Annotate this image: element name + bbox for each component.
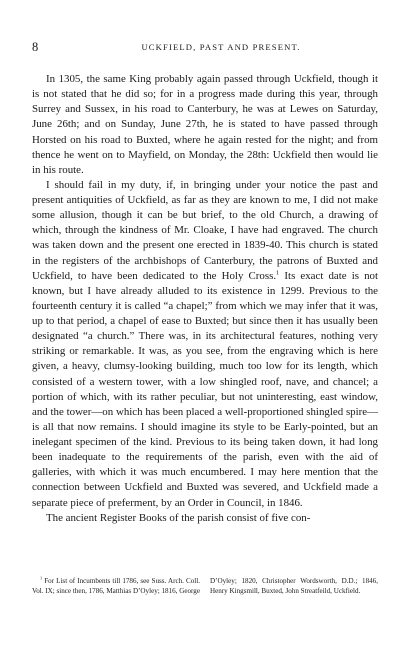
footnote-left-text: For List of Incumbents till 1786, see Suss. Arch. Coll. Vol. IX; since then, 1786, Matthias D’Oyley; 1816, George: [32, 577, 200, 596]
paragraph-2-text: I should fail in my duty, if, in bringing under your notice the past and present antiquities of Uckfield, as far as they are known to me, I did not make some allusion, though it can be but brief, to the old Church, a drawing of which, through the kindness of Mr. Cloake, I have had engraved. The church was taken down and the present one erected in 1839-40. This church is stated in the registers of the archbishops of Canterbury, the patrons of Buxted and Uckfield, to have been dedicated to the Holy Cross.: [32, 178, 378, 282]
footnote-left-column: [32, 576, 200, 597]
footnotes: [32, 576, 378, 597]
body-text: [32, 72, 378, 526]
footnote-marker: 1: [40, 575, 43, 581]
footnote-right-column: [210, 576, 378, 597]
paragraph-1: [32, 72, 378, 178]
page-number: 8: [32, 40, 39, 54]
running-head: [32, 40, 380, 54]
footnote-reference: 1: [276, 269, 280, 276]
paragraph-1-text: In 1305, the same King probably again passed through Uckfield, though it is not stated that he did so; for in a progress made during this year, through Surrey and Sussex, in his road to Canterbury, he was at Lewes on Saturday, June 26th; and on Sunday, June 27th, he is stated to have passed through Horsted on his road to Buxted, where he again rested for the night; and from thence he went on to Mayfield, on Monday, the 28th: Uckfield then would lie in his route.: [32, 73, 378, 176]
paragraph-2: [32, 178, 378, 511]
footnote-right-text: D’Oyley; 1820, Christopher Wordsworth, D.D.; 1846, Henry Kingsmill, Buxted, John Streatfeild, Uckfield.: [210, 577, 378, 596]
running-title: UCKFIELD, PAST AND PRESENT.: [141, 42, 301, 52]
paragraph-3-text: The ancient Register Books of the parish consist of five con-: [46, 511, 311, 524]
paragraph-3: [32, 511, 378, 526]
paragraph-2-continuation: Its exact date is not known, but I have already alluded to its existence in 1299. Previous to the fourteenth century it is called “a chapel;” from which we may infer that it was, up to that period, a chapel of ease to Buxted; but since then it has usually been designated “a church.” There was, in its architectural features, nothing very striking or remarkable. It was, as you see, from the engraving which is here given, a heavy, clumsy-looking building, much too low for its length, which consisted of a western tower, with a low shingled roof, nave, and chancel; a portion of which, with its rather peculiar, but not uninteresting, east window, and the tower—on which has been placed a well-proportioned shingled spire—is all that now remains. I should imagine its style to be Early-pointed, but an inelegant specimen of the kind. Previous to its being taken down, it had long been inadequate to the requirements of the parish, even with the aid of galleries, with which it was much encumbered. I may here mention that the connection between Uckfield and Buxted was severed, and Uckfield made a separate piece of preferment, by an Order in Council, in 1846.: [32, 269, 379, 509]
